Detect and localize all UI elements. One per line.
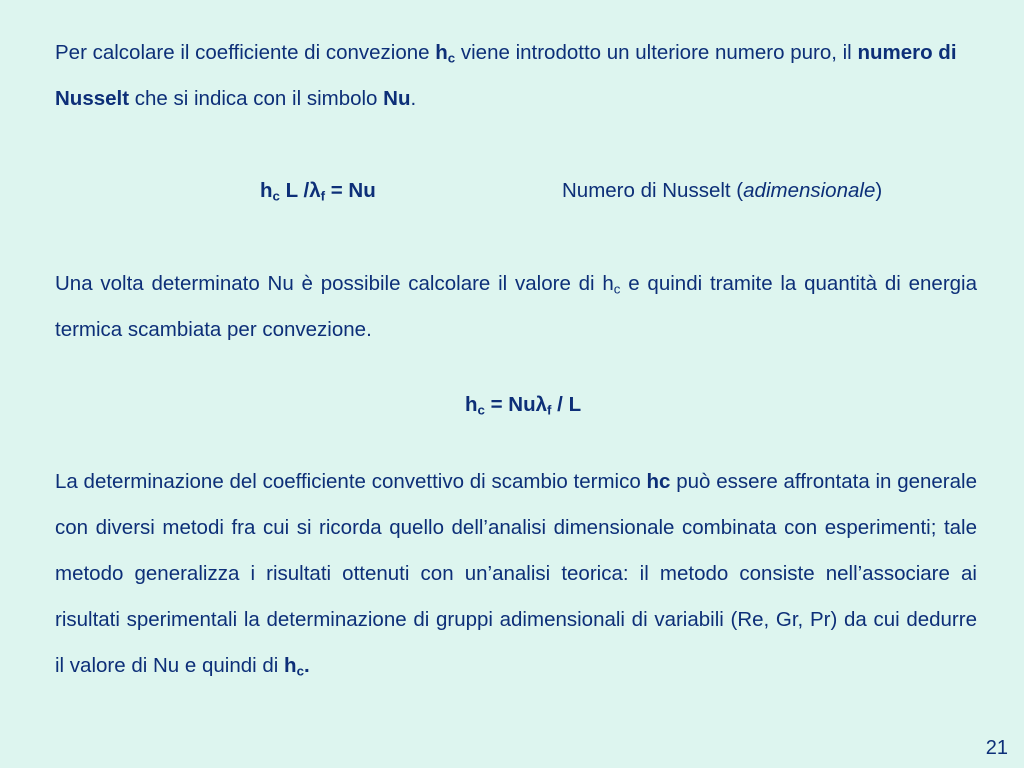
lambda-symbol: λ	[535, 393, 548, 416]
hc-equation: $h_c = Nu\lambda_f / L$	[465, 393, 582, 418]
page-number: 21	[985, 737, 1008, 759]
intro-text-2: viene introdotto un ulteriore numero puro, il	[455, 41, 858, 64]
hc-term: hc	[646, 470, 671, 493]
intro-text-1: Per calcolare il coefficiente di convezione	[55, 41, 436, 64]
nusselt-equation-description: Numero di Nusselt (adimensionale)	[562, 179, 883, 202]
hc-symbol-end: $h_c$.	[284, 654, 310, 679]
hc-symbol: $h_c$	[435, 41, 456, 66]
nusselt-term: numero di Nusselt	[55, 41, 957, 110]
lambda-symbol: λ	[309, 179, 321, 202]
nu-symbol: Nu	[383, 87, 411, 110]
intro-text-3: che si indica con il simbolo	[129, 87, 384, 110]
adimensionale-term: adimensionale	[743, 179, 876, 202]
intro-paragraph: Per calcolare il coefficiente di convezione $h_c$ viene introdotto un ulteriore numero puro, il numero di Nusselt che si indica con il simbolo Nu.	[55, 41, 957, 110]
third-paragraph: La determinazione del coefficiente convettivo di scambio termico hc può essere affrontata in generale con diversi metodi fra cui si ricorda quello dell’analisi dimensionale combinata con esperimenti; tale metodo generalizza i risultati ottenuti con un’analisi teorica: il metodo consiste nell’associare ai risultati sperimentali la determinazione di gruppi adimensionali di variabili (Re, Gr, Pr) da cui dedurre il valore di Nu e quindi di $h_c$.	[55, 470, 977, 679]
nusselt-equation: $h_c$ L $/\lambda_f = Nu$	[260, 179, 376, 204]
second-paragraph: Una volta determinato Nu è possibile calcolare il valore di $h_c$ e quindi tramite la quantità di energia termica scambiata per convezione.	[55, 272, 977, 341]
